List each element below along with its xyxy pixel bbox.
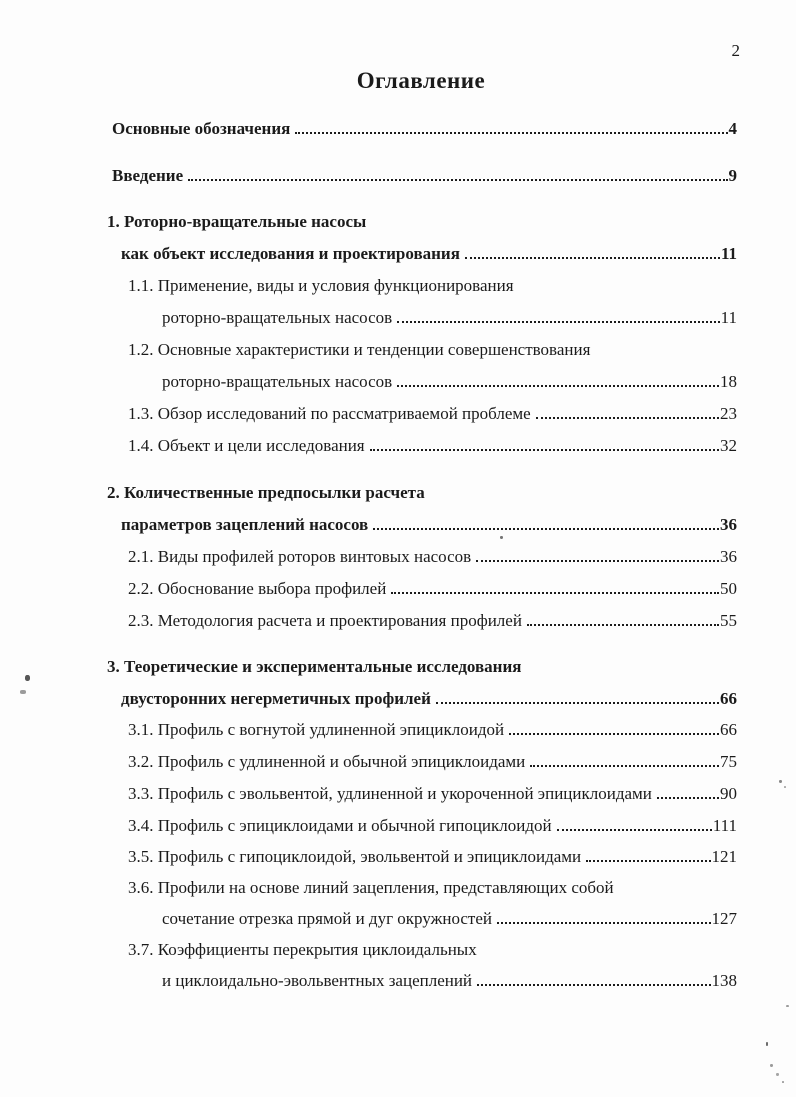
dot-leader	[586, 855, 710, 862]
toc-entry-text: двусторонних негерметичных профилей	[121, 689, 431, 708]
toc-entry-text: как объект исследования и проектирования	[121, 244, 460, 263]
dot-leader	[497, 917, 711, 924]
toc-entry-text: 2.1. Виды профилей роторов винтовых насосов	[128, 547, 472, 566]
toc-page-ref: 9	[728, 166, 737, 185]
toc-row	[128, 435, 737, 457]
toc-entry-text: 1.4. Объект и цели исследования	[128, 436, 365, 455]
toc-row	[107, 656, 737, 678]
toc-page-ref: 36	[720, 547, 737, 566]
toc-page-ref: 23	[720, 404, 737, 423]
toc-row	[121, 688, 737, 710]
scan-speck	[500, 536, 503, 539]
toc-entry-text: 1.2. Основные характеристики и тенденции совершенствования	[128, 340, 591, 359]
dot-leader	[397, 380, 719, 387]
toc-entry-text: 2.2. Обоснование выбора профилей	[128, 579, 387, 598]
toc-page-ref: 138	[711, 971, 737, 990]
toc-entry-text: 3. Теоретические и экспериментальные исследования	[107, 657, 522, 676]
dot-leader	[476, 555, 719, 562]
toc-page-ref: 11	[720, 244, 737, 263]
toc-entry-text: 3.4. Профиль с эпициклоидами и обычной гипоциклоидой	[128, 816, 552, 835]
dot-leader	[527, 619, 719, 626]
toc-row	[107, 482, 737, 504]
toc-entry-text: и циклоидально-эвольвентных зацеплений	[162, 971, 473, 990]
toc-row	[121, 514, 737, 536]
toc-row	[128, 339, 737, 361]
toc-page-ref: 4	[728, 119, 737, 138]
toc-entry-text: Введение	[112, 166, 184, 185]
toc-row	[128, 846, 737, 868]
toc-row	[128, 546, 737, 568]
toc-entry-text: 3.2. Профиль с удлиненной и обычной эпициклоидами	[128, 752, 526, 771]
page-number: 2	[731, 41, 740, 60]
toc-row	[128, 610, 737, 632]
toc-page-ref: 66	[720, 720, 737, 739]
toc-row	[162, 307, 737, 329]
toc-page-ref: 32	[720, 436, 737, 455]
dot-leader	[536, 412, 719, 419]
toc-row	[112, 165, 737, 187]
scan-speck	[784, 786, 786, 788]
dot-leader	[295, 127, 727, 134]
toc-entry-text: 3.5. Профиль с гипоциклоидой, эвольвентой и эпициклоидами	[128, 847, 582, 866]
scan-speck	[776, 1073, 779, 1076]
dot-leader	[657, 792, 719, 799]
toc-row	[128, 877, 737, 899]
scan-speck	[770, 1064, 773, 1067]
toc-row	[128, 578, 737, 600]
scan-speck	[25, 675, 30, 681]
toc-row	[162, 371, 737, 393]
dot-leader	[373, 523, 719, 530]
toc-page-ref: 127	[711, 909, 737, 928]
toc-row	[128, 403, 737, 425]
toc-row	[128, 719, 737, 741]
toc-row	[128, 939, 737, 961]
toc-entry-text: 3.6. Профили на основе линий зацепления, представляющих собой	[128, 878, 614, 897]
toc-row	[128, 783, 737, 805]
scan-speck	[782, 1081, 784, 1083]
toc-page-ref: 75	[720, 752, 737, 771]
toc-row	[128, 815, 737, 837]
toc-entry-text: 2.3. Методология расчета и проектирования профилей	[128, 611, 522, 630]
toc-page-ref: 121	[711, 847, 737, 866]
toc-page-ref: 111	[712, 816, 737, 835]
toc-page-ref: 36	[720, 515, 737, 534]
toc-row	[107, 211, 737, 233]
dot-leader	[477, 979, 710, 986]
dot-leader	[370, 444, 719, 451]
toc-row	[162, 908, 737, 930]
toc-entry-text: 1.1. Применение, виды и условия функционирования	[128, 276, 514, 295]
toc-page-ref: 55	[720, 611, 737, 630]
toc-row	[128, 751, 737, 773]
toc-entry-text: роторно-вращательных насосов	[162, 372, 393, 391]
toc-row	[128, 275, 737, 297]
toc-entry-text: Основные обозначения	[112, 119, 291, 138]
dot-leader	[436, 697, 719, 704]
toc-entry-text: 3.7. Коэффициенты перекрытия циклоидальных	[128, 940, 477, 959]
toc-row	[112, 118, 737, 140]
toc-row	[162, 970, 737, 992]
toc-entry-text: 3.1. Профиль с вогнутой удлиненной эпициклоидой	[128, 720, 505, 739]
toc-page-ref: 50	[720, 579, 737, 598]
toc-entry-text: сочетание отрезка прямой и дуг окружностей	[162, 909, 492, 928]
toc-page-ref: 66	[720, 689, 737, 708]
dot-leader	[530, 760, 719, 767]
toc-page-ref: 18	[720, 372, 737, 391]
dot-leader	[391, 587, 719, 594]
scan-speck	[779, 780, 782, 783]
dot-leader	[509, 728, 719, 735]
toc-entry-text: роторно-вращательных насосов	[162, 308, 393, 327]
page-title: Оглавление	[356, 68, 486, 93]
toc-page-ref: 90	[720, 784, 737, 803]
dot-leader	[397, 316, 719, 323]
scan-speck	[20, 690, 26, 694]
scan-speck	[766, 1042, 768, 1046]
dot-leader	[188, 174, 727, 181]
dot-leader	[557, 824, 712, 831]
toc-entry-text: 2. Количественные предпосылки расчета	[107, 483, 425, 502]
toc-entry-text: 1.3. Обзор исследований по рассматриваемой проблеме	[128, 404, 531, 423]
toc-row	[121, 243, 737, 265]
toc-entry-text: 1. Роторно-вращательные насосы	[107, 212, 367, 231]
dot-leader	[465, 252, 720, 259]
toc-entry-text: 3.3. Профиль с эвольвентой, удлиненной и укороченной эпициклоидами	[128, 784, 652, 803]
toc-page-ref: 11	[720, 308, 737, 327]
scan-speck	[786, 1005, 789, 1007]
toc-entry-text: параметров зацеплений насосов	[121, 515, 369, 534]
